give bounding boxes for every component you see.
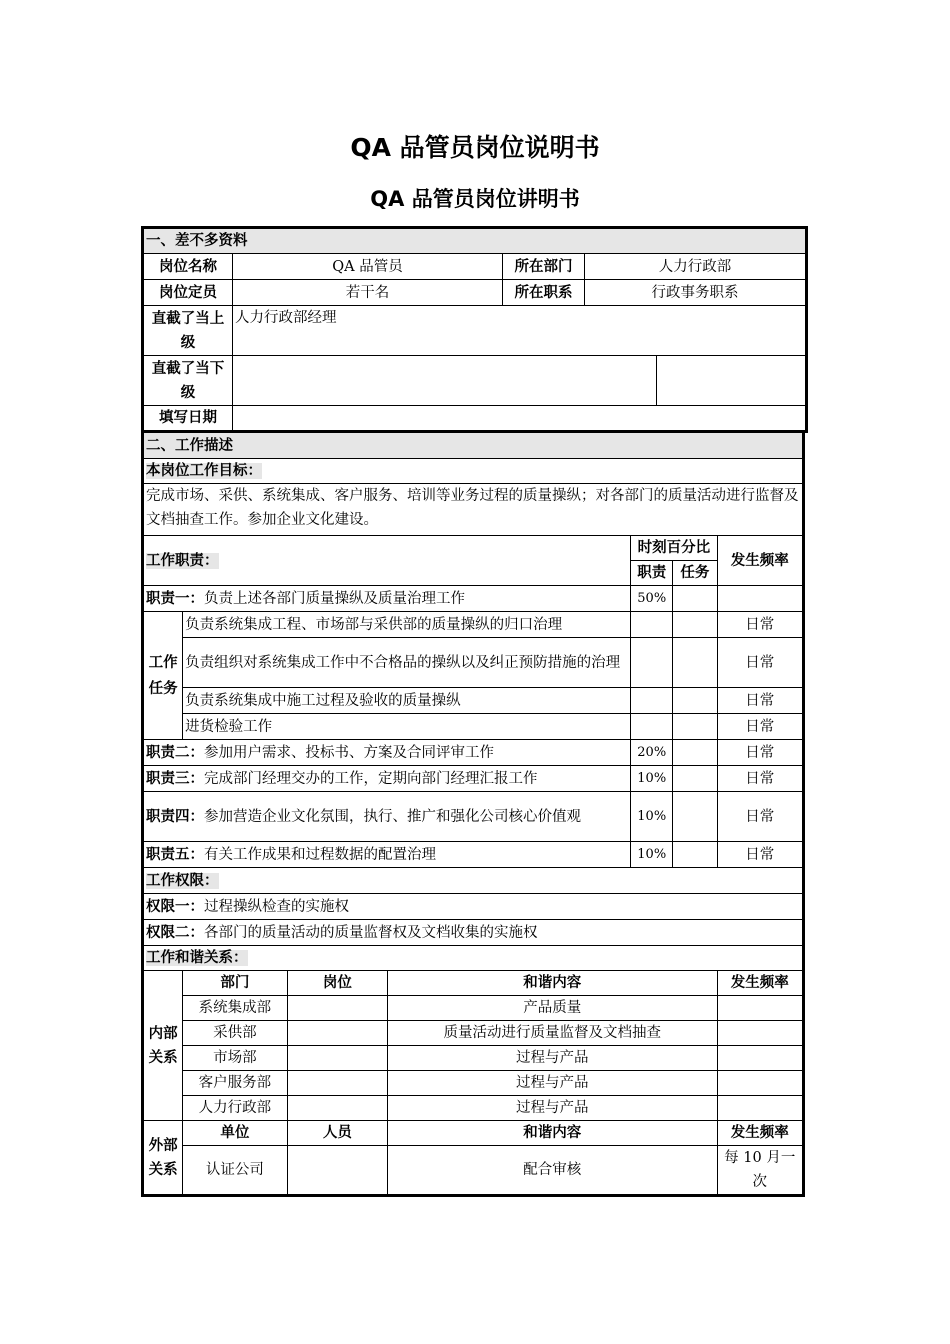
external-person-header: 人员	[287, 1121, 387, 1146]
task-duty-pct	[631, 638, 673, 688]
internal-post	[287, 996, 387, 1021]
external-label: 外部关系	[143, 1121, 183, 1196]
duty1-text: 负责上述各部门质量操纵及质量治理工作	[204, 590, 465, 607]
internal-post	[287, 1021, 387, 1046]
authority-text: 各部门的质量活动的质量监督权及文档收集的实施权	[204, 924, 538, 941]
task-task-pct	[673, 688, 717, 714]
duty-freq: 日常	[717, 766, 803, 792]
task-text: 负责系统集成中施工过程及验收的质量操纵	[183, 688, 631, 714]
internal-freq	[717, 996, 803, 1021]
internal-dept-header: 部门	[183, 971, 287, 996]
task-task-pct	[673, 612, 717, 638]
external-person	[287, 1146, 387, 1196]
page-subtitle: QA 品管员岗位讲明书	[370, 187, 580, 211]
job-family-label: 所在职系	[503, 280, 585, 306]
duties-label: 工作职责：	[146, 552, 219, 569]
position-name-label: 岗位名称	[143, 254, 233, 280]
internal-freq	[717, 1096, 803, 1121]
headcount-value: 若干名	[233, 280, 503, 306]
task-text: 进货检验工作	[183, 714, 631, 740]
duty-pct: 20%	[631, 740, 673, 766]
basic-info-table	[141, 226, 808, 433]
internal-content: 过程与产品	[388, 1046, 717, 1071]
internal-freq-header: 发生频率	[717, 971, 803, 996]
internal-content: 过程与产品	[388, 1071, 717, 1096]
headcount-label: 岗位定员	[143, 280, 233, 306]
subordinate-label: 直截了当下级	[143, 356, 233, 406]
authority-row	[143, 920, 804, 946]
task-label: 工作任务	[143, 612, 183, 740]
superior-label: 直截了当上级	[143, 306, 233, 356]
relations-label: 工作和谐关系：	[146, 950, 248, 966]
internal-post-header: 岗位	[287, 971, 387, 996]
duty-prefix: 职责三：	[146, 770, 204, 787]
task-duty-pct	[631, 688, 673, 714]
job-description-table	[141, 432, 805, 1197]
external-content-header: 和谐内容	[388, 1121, 717, 1146]
duty-row	[143, 792, 631, 842]
external-unit-header: 单位	[183, 1121, 287, 1146]
superior-value: 人力行政部经理	[233, 306, 807, 356]
task-duty-pct	[631, 714, 673, 740]
task-duty-pct	[631, 612, 673, 638]
duty1-task-pct	[673, 586, 717, 612]
relations-header-row	[143, 946, 804, 971]
subordinate-value	[233, 356, 657, 406]
duty-text: 参加营造企业文化氛围，执行、推广和强化公司核心价值观	[204, 808, 581, 825]
authority-prefix: 权限一：	[146, 898, 204, 915]
internal-content: 质量活动进行质量监督及文档抽查	[388, 1021, 717, 1046]
duty-row	[143, 842, 631, 868]
duty-text: 完成部门经理交办的工作，定期向部门经理汇报工作	[204, 770, 538, 787]
task-freq: 日常	[717, 688, 803, 714]
task-text: 负责系统集成工程、市场部与采供部的质量操纵的归口治理	[183, 612, 631, 638]
authority-label: 工作权限：	[146, 872, 219, 889]
duty-prefix: 职责五：	[146, 846, 204, 863]
task-text: 负责组织对系统集成工作中不合格品的操纵以及纠正预防措施的治理	[183, 638, 631, 688]
internal-freq	[717, 1021, 803, 1046]
internal-post	[287, 1096, 387, 1121]
duty-freq: 日常	[717, 792, 803, 842]
task-freq: 日常	[717, 638, 803, 688]
duty-freq: 日常	[717, 842, 803, 868]
internal-dept: 客户服务部	[183, 1071, 287, 1096]
internal-content: 产品质量	[388, 996, 717, 1021]
duty1-freq	[717, 586, 803, 612]
task-col-header: 任务	[673, 561, 717, 586]
internal-content: 过程与产品	[388, 1096, 717, 1121]
fill-date-value	[233, 406, 807, 432]
goal-row	[143, 459, 804, 484]
fill-date-label: 填写日期	[143, 406, 233, 432]
page-title: QA 品管员岗位说明书	[350, 133, 600, 162]
department-value: 人力行政部	[585, 254, 807, 280]
external-content: 配合审核	[388, 1146, 717, 1196]
duty-task-pct	[673, 842, 717, 868]
freq-header: 发生频率	[717, 536, 803, 586]
internal-dept: 系统集成部	[183, 996, 287, 1021]
goal-label: 本岗位工作目标：	[146, 463, 262, 479]
internal-dept: 人力行政部	[183, 1096, 287, 1121]
position-name-value: QA 品管员	[233, 254, 503, 280]
section1-heading: 一、差不多资料	[143, 228, 807, 254]
authority-prefix: 权限二：	[146, 924, 204, 941]
job-family-value: 行政事务职系	[585, 280, 807, 306]
duty-task-pct	[673, 792, 717, 842]
duty-pct: 10%	[631, 792, 673, 842]
external-unit: 认证公司	[183, 1146, 287, 1196]
external-freq-header: 发生频率	[717, 1121, 803, 1146]
subordinate-extra	[657, 356, 807, 406]
task-freq: 日常	[717, 612, 803, 638]
department-label: 所在部门	[503, 254, 585, 280]
internal-freq	[717, 1071, 803, 1096]
duty-freq: 日常	[717, 740, 803, 766]
duty-task-pct	[673, 766, 717, 792]
duty-text: 参加用户需求、投标书、方案及合同评审工作	[204, 744, 494, 761]
time-pct-header: 时刻百分比	[631, 536, 717, 561]
duty1-pct: 50%	[631, 586, 673, 612]
duty-row	[143, 740, 631, 766]
authority-text: 过程操纵检查的实施权	[204, 898, 349, 915]
duty-prefix: 职责二：	[146, 744, 204, 761]
internal-post	[287, 1046, 387, 1071]
internal-dept: 采供部	[183, 1021, 287, 1046]
task-freq: 日常	[717, 714, 803, 740]
duty-row	[143, 766, 631, 792]
duties-header-cell	[143, 536, 631, 586]
internal-label: 内部关系	[143, 971, 183, 1121]
task-task-pct	[673, 714, 717, 740]
goal-text: 完成市场、采供、系统集成、客户服务、培训等业务过程的质量操纵；对各部门的质量活动进行监督及文档抽查工作。参加企业文化建设。	[143, 484, 804, 536]
external-freq: 每 10 月一次	[717, 1146, 803, 1196]
internal-freq	[717, 1046, 803, 1071]
duty-prefix: 职责四：	[146, 808, 204, 825]
internal-post	[287, 1071, 387, 1096]
duty-pct: 10%	[631, 842, 673, 868]
duty-task-pct	[673, 740, 717, 766]
duty1-row	[143, 586, 631, 612]
duty-text: 有关工作成果和过程数据的配置治理	[204, 846, 436, 863]
authority-header-row	[143, 868, 804, 894]
duty-col-header: 职责	[631, 561, 673, 586]
duty1-prefix: 职责一：	[146, 590, 204, 607]
task-task-pct	[673, 638, 717, 688]
duty-pct: 10%	[631, 766, 673, 792]
internal-content-header: 和谐内容	[388, 971, 717, 996]
section2-heading: 二、工作描述	[143, 433, 804, 459]
internal-dept: 市场部	[183, 1046, 287, 1071]
authority-row	[143, 894, 804, 920]
